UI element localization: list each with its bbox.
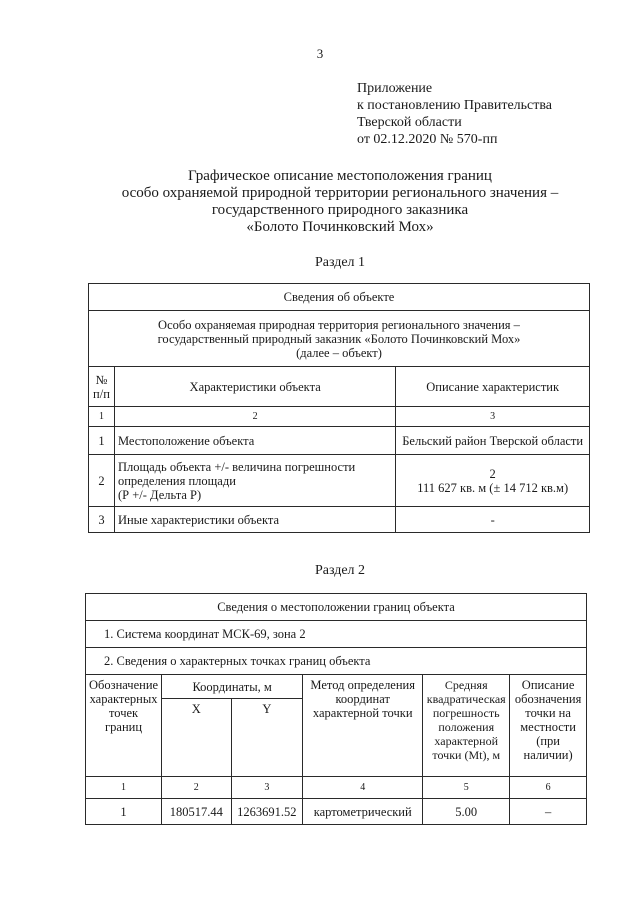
row-description-line: 2 bbox=[489, 466, 496, 481]
column-number: 2 bbox=[162, 777, 231, 799]
point-x: 180517.44 bbox=[162, 799, 231, 825]
column-number: 4 bbox=[303, 777, 423, 799]
title-line: «Болото Починковский Мох» bbox=[246, 219, 434, 235]
table-row bbox=[86, 799, 587, 825]
object-description-line: Особо охраняемая природная территория регионального значения – bbox=[158, 317, 520, 332]
object-info-table bbox=[88, 283, 590, 533]
header-marking: Описание обозначения точки на местности (при наличии) bbox=[510, 675, 587, 777]
appendix-line: Приложение bbox=[357, 81, 433, 96]
table-title: Сведения об объекте bbox=[89, 284, 590, 311]
page-number: 3 bbox=[316, 46, 324, 61]
row-characteristic-line: определения площади bbox=[117, 473, 236, 488]
row-characteristic bbox=[114, 455, 395, 507]
table-title: Сведения о местоположении границ объекта bbox=[86, 594, 587, 621]
point-method: картометрический bbox=[303, 799, 423, 825]
title-line: государственного природного заказника bbox=[211, 202, 469, 218]
column-number: 1 bbox=[89, 407, 115, 427]
column-number: 6 bbox=[510, 777, 587, 799]
point-y: 1263691.52 bbox=[231, 799, 303, 825]
coordinate-system: 1. Система координат МСК-69, зона 2 bbox=[86, 621, 587, 648]
row-characteristic-line: (Р +/- Дельта Р) bbox=[117, 487, 202, 502]
column-number: 5 bbox=[423, 777, 510, 799]
row-characteristic: Иные характеристики объекта bbox=[114, 507, 395, 533]
point-marking: – bbox=[510, 799, 587, 825]
header-y: Y bbox=[231, 699, 303, 777]
header-method: Метод определения координат характерной точки bbox=[303, 675, 423, 777]
header-coordinates: Координаты, м bbox=[162, 675, 303, 699]
table-row bbox=[89, 507, 590, 533]
header-characteristic: Характеристики объекта bbox=[114, 367, 395, 407]
appendix-line: Тверской области bbox=[357, 115, 462, 130]
column-number: 2 bbox=[114, 407, 395, 427]
row-num: 2 bbox=[89, 455, 115, 507]
row-description: - bbox=[396, 507, 590, 533]
section1-heading: Раздел 1 bbox=[314, 255, 366, 270]
row-description bbox=[396, 455, 590, 507]
title-line: особо охраняемой природной территории регионального значения – bbox=[121, 185, 559, 201]
row-num: 1 bbox=[89, 427, 115, 455]
header-designation: Обозначение характерных точек границ bbox=[86, 675, 162, 777]
object-description-line: государственный природный заказник «Болото Починковский Мох» bbox=[157, 331, 521, 346]
header-description: Описание характеристик bbox=[396, 367, 590, 407]
column-number: 3 bbox=[231, 777, 303, 799]
row-description: Бельский район Тверской области bbox=[396, 427, 590, 455]
appendix-date-number: от 02.12.2020 № 570-пп bbox=[357, 132, 498, 147]
row-characteristic: Местоположение объекта bbox=[114, 427, 395, 455]
document-title bbox=[0, 168, 640, 236]
column-number: 3 bbox=[396, 407, 590, 427]
row-num: 3 bbox=[89, 507, 115, 533]
object-description bbox=[89, 311, 590, 367]
appendix-block bbox=[357, 80, 552, 148]
column-number: 1 bbox=[86, 777, 162, 799]
point-designation: 1 bbox=[86, 799, 162, 825]
appendix-line: к постановлению Правительства bbox=[357, 98, 553, 113]
table-row bbox=[89, 427, 590, 455]
header-num: № п/п bbox=[89, 367, 115, 407]
title-line: Графическое описание местоположения границ bbox=[188, 168, 492, 184]
table-row bbox=[89, 455, 590, 507]
row-characteristic-line: Площадь объекта +/- величина погрешности bbox=[117, 459, 356, 474]
boundary-points-table bbox=[85, 593, 587, 825]
point-error: 5.00 bbox=[423, 799, 510, 825]
points-title: 2. Сведения о характерных точках границ объекта bbox=[86, 648, 587, 675]
object-description-line: (далее – объект) bbox=[296, 345, 382, 360]
row-description-line: 111 627 кв. м (± 14 712 кв.м) bbox=[417, 480, 569, 495]
header-error: Средняя квадратическая погрешность положения характерной точки (Mt), м bbox=[423, 675, 510, 777]
header-x: X bbox=[162, 699, 231, 777]
section2-heading: Раздел 2 bbox=[314, 563, 366, 578]
